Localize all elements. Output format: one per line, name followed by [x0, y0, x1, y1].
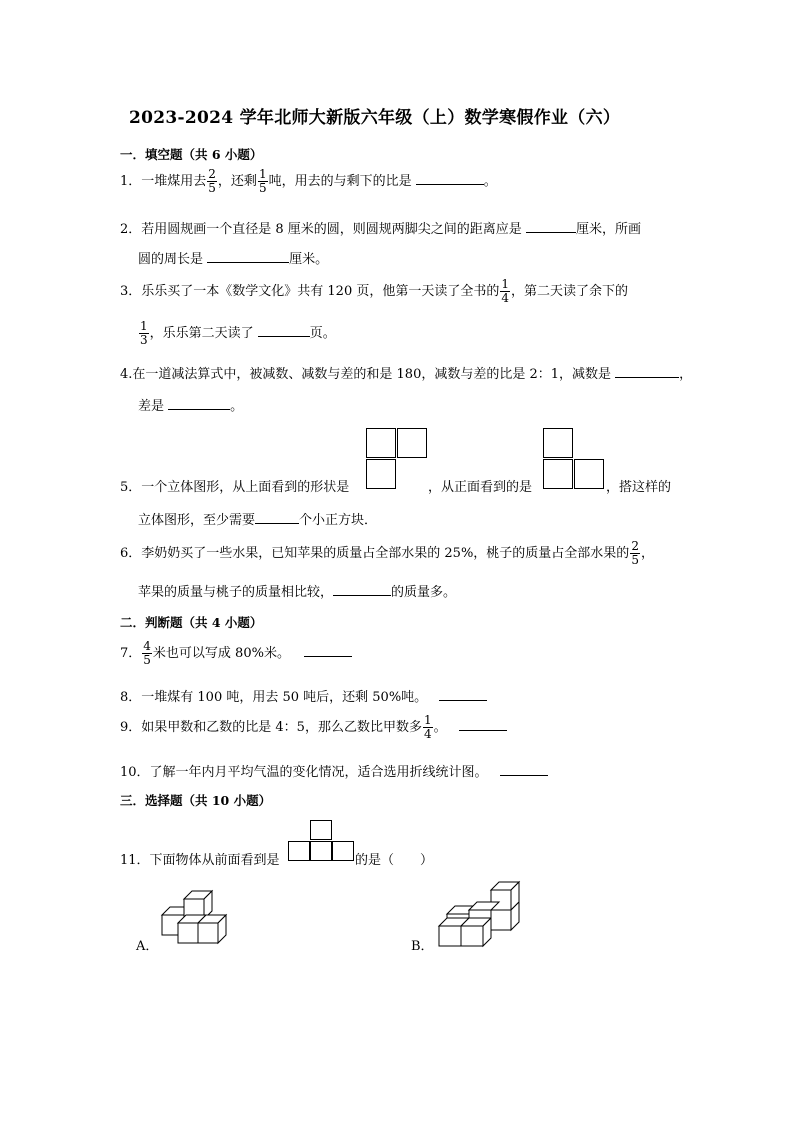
- option-a-cube-figure[interactable]: [150, 885, 240, 950]
- option-b-cube-figure[interactable]: [433, 880, 528, 950]
- question-5-line-1c: ，搭这样的: [606, 480, 672, 495]
- question-2-line-1: 2．若用圆规画一个直径是 8 厘米的圆，则圆规两脚尖之间的距离应是 厘米，所画: [120, 218, 641, 239]
- question-7: 7． $\frac{4}{5}$ 米也可以写成 80%米。: [120, 640, 352, 667]
- question-5-line-1: 5．一个立体图形，从上面看到的形状是: [120, 480, 350, 495]
- fraction: $\frac{2}{5}$: [208, 167, 216, 195]
- section-fill-in: 一．填空题（共 6 小题）: [120, 147, 263, 162]
- fraction: $\frac{4}{5}$: [143, 639, 151, 667]
- front-view-figure: [543, 428, 605, 492]
- page-title: 2023-2024 学年北师大新版六年级（上）数学寒假作业（六）: [129, 108, 621, 128]
- answer-blank[interactable]: [416, 170, 484, 185]
- answer-blank[interactable]: [500, 761, 548, 776]
- question-6-line-1: 6．李奶奶买了一些水果，已知苹果的质量占全部水果的 25%，桃子的质量占全部水果的 $\frac{2}{5}$ ，: [120, 539, 654, 567]
- question-11-end: 的是（ ）: [355, 853, 434, 868]
- front-view-target-figure: [288, 820, 354, 862]
- question-5-line-1b: ，从正面看到的是: [428, 480, 533, 495]
- fraction: $\frac{1}{4}$: [501, 277, 509, 305]
- question-11: 11．下面物体从前面看到是: [120, 853, 280, 868]
- question-3-line-2: $\frac{1}{3}$ ，乐乐第二天读了 页。: [140, 319, 336, 347]
- top-view-figure: [366, 428, 428, 492]
- fraction: $\frac{1}{4}$: [423, 713, 432, 741]
- fraction: $\frac{2}{5}$: [631, 539, 639, 567]
- answer-blank[interactable]: [439, 686, 487, 701]
- answer-blank[interactable]: [304, 642, 352, 657]
- question-6-line-2: 苹果的质量与桃子的质量相比较， 的质量多。: [138, 581, 456, 602]
- answer-blank[interactable]: [615, 363, 679, 378]
- answer-blank[interactable]: [526, 218, 576, 233]
- question-1: 1．一堆煤用去 $\frac{2}{5}$ ，还剩 $\frac{1}{5}$ 吨，用去的与剩下的比是 。: [120, 167, 497, 195]
- section-multiple-choice: 三．选择题（共 10 小题）: [120, 793, 272, 808]
- question-2-line-2: 圆的周长是 厘米。: [138, 248, 328, 269]
- question-4-line-1: 4.在一道减法算式中，被减数、减数与差的和是 180，减数与差的比是 2：1，减数是 ，: [120, 363, 692, 384]
- question-4-line-2: 差是 。: [138, 395, 243, 416]
- question-8: 8．一堆煤有 100 吨，用去 50 吨后，还剩 50%吨。: [120, 686, 487, 707]
- answer-blank[interactable]: [459, 716, 507, 731]
- section-true-false: 二．判断题（共 4 小题）: [120, 615, 263, 630]
- answer-blank[interactable]: [168, 395, 230, 410]
- option-a-label[interactable]: A．: [136, 939, 159, 954]
- question-9: 9．如果甲数和乙数的比是 4：5，那么乙数比甲数多 $\frac{1}{4}$ 。: [120, 714, 507, 741]
- answer-blank[interactable]: [255, 509, 299, 524]
- question-3-line-1: 3．乐乐买了一本《数学文化》共有 120 页，他第一天读了全书的 $\frac{1}{4}$ ，第二天读了余下的: [120, 277, 629, 305]
- fraction: $\frac{1}{5}$: [258, 167, 267, 195]
- question-10: 10．了解一年内月平均气温的变化情况，适合选用折线统计图。: [120, 761, 548, 782]
- question-5-line-2: 立体图形，至少需要 个小正方块．: [138, 509, 377, 530]
- answer-blank[interactable]: [258, 322, 310, 337]
- answer-blank[interactable]: [207, 248, 289, 263]
- answer-blank[interactable]: [333, 581, 391, 596]
- option-b-label[interactable]: B．: [411, 939, 434, 954]
- fraction: $\frac{1}{3}$: [140, 319, 148, 347]
